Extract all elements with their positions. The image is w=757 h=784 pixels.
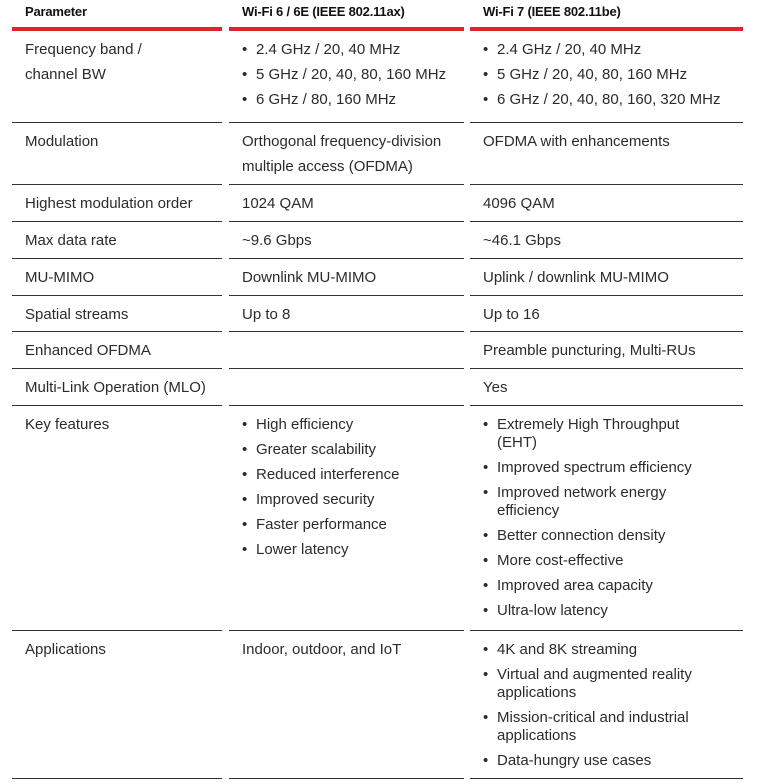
- list-item: • Data-hungry use cases: [483, 752, 743, 770]
- list-item: • Greater scalability: [242, 437, 464, 462]
- list-item: • More cost-effective: [483, 552, 743, 570]
- row-divider: [229, 184, 464, 185]
- row-divider: [229, 221, 464, 222]
- list-item: • 2.4 GHz / 20, 40 MHz: [483, 37, 743, 62]
- row-label-max-data-rate: Max data rate: [25, 232, 117, 249]
- header-underline: [229, 27, 464, 31]
- list-item: • 5 GHz / 20, 40, 80, 160 MHz: [242, 62, 464, 87]
- cell-wifi7-applications: [470, 641, 743, 777]
- row-divider: [470, 778, 743, 779]
- row-divider: [12, 122, 222, 123]
- row-divider: [229, 295, 464, 296]
- list-item: • 6 GHz / 20, 40, 80, 160, 320 MHz: [483, 87, 743, 112]
- row-divider: [229, 368, 464, 369]
- row-label-frequency: Frequency band / channel BW: [25, 41, 142, 83]
- list-item: • Mission-critical and industrial applications: [483, 709, 722, 745]
- list-item: • Extremely High Throughput (EHT): [483, 416, 687, 452]
- row-divider: [12, 295, 222, 296]
- row-divider: [470, 331, 743, 332]
- list-item: • Ultra-low latency: [483, 602, 743, 620]
- row-divider: [229, 258, 464, 259]
- row-divider: [229, 405, 464, 406]
- row-divider: [12, 221, 222, 222]
- cell-wifi6-spatial-streams: Up to 8: [242, 306, 291, 323]
- list-item: • Reduced interference: [242, 462, 464, 487]
- cell-wifi7-frequency: [470, 37, 743, 112]
- header-underline: [470, 27, 743, 31]
- cell-wifi7-mu-mimo: Uplink / downlink MU-MIMO: [483, 269, 669, 286]
- cell-wifi6-highest-modulation: 1024 QAM: [242, 195, 314, 212]
- row-divider: [12, 405, 222, 406]
- list-item: • Virtual and augmented reality applications: [483, 666, 722, 702]
- row-divider: [470, 184, 743, 185]
- cell-wifi6-max-data-rate: ~9.6 Gbps: [242, 232, 312, 249]
- cell-wifi6-mu-mimo: Downlink MU-MIMO: [242, 269, 377, 286]
- list-item: • High efficiency: [242, 412, 464, 437]
- list-item: • Improved spectrum efficiency: [483, 459, 743, 477]
- row-label-modulation: Modulation: [25, 133, 99, 150]
- row-divider: [470, 221, 743, 222]
- list-item: • 2.4 GHz / 20, 40 MHz: [242, 37, 464, 62]
- list-item: • Improved security: [242, 487, 464, 512]
- row-divider: [12, 331, 222, 332]
- header-parameter: Parameter: [25, 4, 87, 19]
- list-item: • Better connection density: [483, 527, 743, 545]
- row-divider: [470, 258, 743, 259]
- cell-wifi6-modulation: Orthogonal frequency-division multiple access (OFDMA): [242, 133, 442, 175]
- row-label-key-features: Key features: [25, 416, 110, 433]
- row-label-spatial-streams: Spatial streams: [25, 306, 129, 323]
- row-divider: [12, 368, 222, 369]
- cell-wifi7-mlo: Yes: [483, 379, 508, 396]
- row-divider: [470, 122, 743, 123]
- list-item: • 4K and 8K streaming: [483, 641, 743, 659]
- header-underline: [12, 27, 222, 31]
- list-item: • Improved area capacity: [483, 577, 743, 595]
- row-label-mlo: Multi-Link Operation (MLO): [25, 379, 206, 396]
- cell-wifi6-frequency: [229, 37, 464, 112]
- list-item: • 6 GHz / 80, 160 MHz: [242, 87, 464, 112]
- row-divider: [229, 331, 464, 332]
- row-label-applications: Applications: [25, 641, 106, 658]
- cell-wifi7-key-features: [470, 416, 743, 627]
- row-divider: [470, 630, 743, 631]
- cell-wifi6-applications: Indoor, outdoor, and IoT: [242, 641, 402, 658]
- list-item: • Improved network energy efficiency: [483, 484, 697, 520]
- row-label-enhanced-ofdma: Enhanced OFDMA: [25, 342, 151, 359]
- cell-wifi7-enhanced-ofdma: Preamble puncturing, Multi-RUs: [483, 342, 696, 359]
- row-divider: [470, 405, 743, 406]
- cell-wifi7-modulation: OFDMA with enhancements: [483, 133, 670, 150]
- cell-wifi6-key-features: [229, 412, 464, 562]
- cell-wifi7-spatial-streams: Up to 16: [483, 306, 540, 323]
- list-item: • Faster performance: [242, 512, 464, 537]
- row-divider: [229, 630, 464, 631]
- row-divider: [12, 184, 222, 185]
- row-label-highest-modulation: Highest modulation order: [25, 195, 193, 212]
- row-divider: [229, 778, 464, 779]
- row-divider: [12, 778, 222, 779]
- header-wifi7: Wi-Fi 7 (IEEE 802.11be): [483, 4, 621, 19]
- row-divider: [12, 630, 222, 631]
- row-divider: [470, 368, 743, 369]
- cell-wifi7-max-data-rate: ~46.1 Gbps: [483, 232, 561, 249]
- row-divider: [470, 295, 743, 296]
- row-divider: [12, 258, 222, 259]
- list-item: • Lower latency: [242, 537, 464, 562]
- row-divider: [229, 122, 464, 123]
- header-wifi6: Wi-Fi 6 / 6E (IEEE 802.11ax): [242, 4, 405, 19]
- row-label-mu-mimo: MU-MIMO: [25, 269, 95, 286]
- list-item: • 5 GHz / 20, 40, 80, 160 MHz: [483, 62, 743, 87]
- cell-wifi7-highest-modulation: 4096 QAM: [483, 195, 555, 212]
